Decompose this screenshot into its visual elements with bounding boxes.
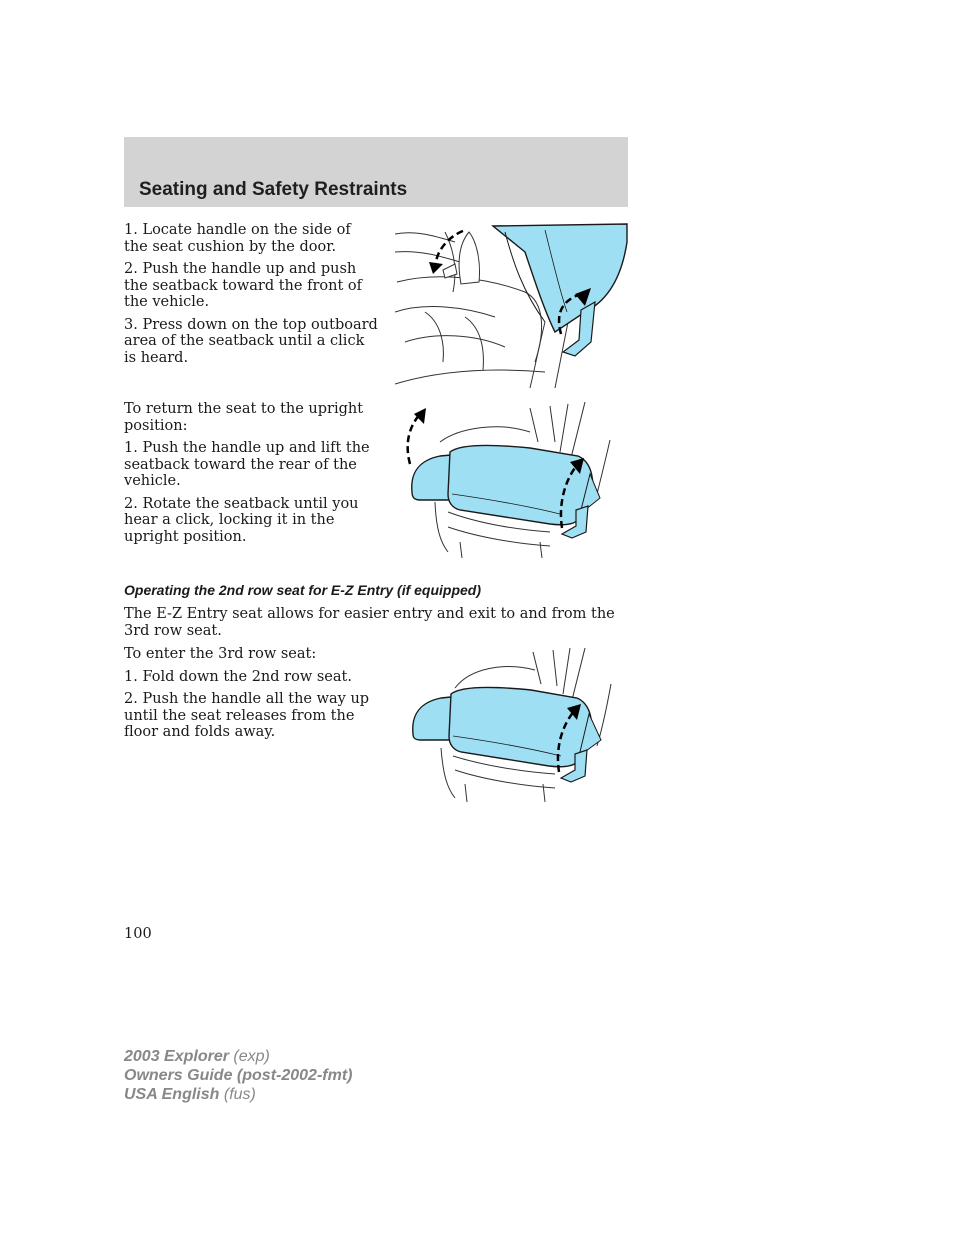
- footer-language-code: (fus): [223, 1086, 256, 1103]
- section-title: Seating and Safety Restraints: [139, 179, 408, 200]
- ez-entry-intro: To enter the 3rd row seat:: [124, 646, 317, 662]
- ez-entry-illustration: [405, 648, 617, 808]
- ez-entry-step-2: 2. Push the handle all the way up until the seat releases from the floor and folds away.: [124, 691, 370, 740]
- footer-line-1: [124, 1047, 352, 1066]
- document-footer: [124, 1047, 352, 1104]
- fold-step-3: 3. Press down on the top outboard area of the seatback until a click is heard.: [124, 316, 378, 366]
- footer-model: 2003 Explorer: [124, 1048, 229, 1065]
- seat-fold-illustration: [395, 222, 630, 388]
- section-header-band: [124, 137, 628, 207]
- upright-step-2: 2. Rotate the seatback until you hear a click, locking it in the upright position.: [124, 495, 359, 545]
- upright-step-1: 1. Push the handle up and lift the seatback toward the rear of the vehicle.: [124, 440, 370, 489]
- ez-entry-heading: Operating the 2nd row seat for E-Z Entry (if equipped): [124, 582, 482, 598]
- footer-language: USA English: [124, 1086, 220, 1103]
- footer-line-3: [124, 1085, 352, 1104]
- page-number: 100: [124, 926, 152, 942]
- footer-guide: Owners Guide (post-2002-fmt): [124, 1067, 353, 1084]
- seat-upright-illustration: [400, 402, 618, 564]
- ez-entry-step-1: 1. Fold down the 2nd row seat.: [124, 668, 352, 685]
- ez-entry-description: The E-Z Entry seat allows for easier entry and exit to and from the 3rd row seat.: [124, 606, 615, 639]
- fold-step-1: 1. Locate handle on the side of the seat cushion by the door.: [124, 222, 351, 255]
- ez-entry-instructions: [124, 646, 378, 747]
- upright-intro: To return the seat to the upright position:: [124, 401, 364, 434]
- upright-instructions: [124, 401, 378, 551]
- ez-entry-description-block: [124, 606, 624, 645]
- fold-instructions: [124, 222, 378, 372]
- footer-model-code: (exp): [233, 1048, 270, 1065]
- footer-line-2: [124, 1066, 352, 1085]
- fold-step-2: 2. Push the handle up and push the seatback toward the front of the vehicle.: [124, 261, 362, 310]
